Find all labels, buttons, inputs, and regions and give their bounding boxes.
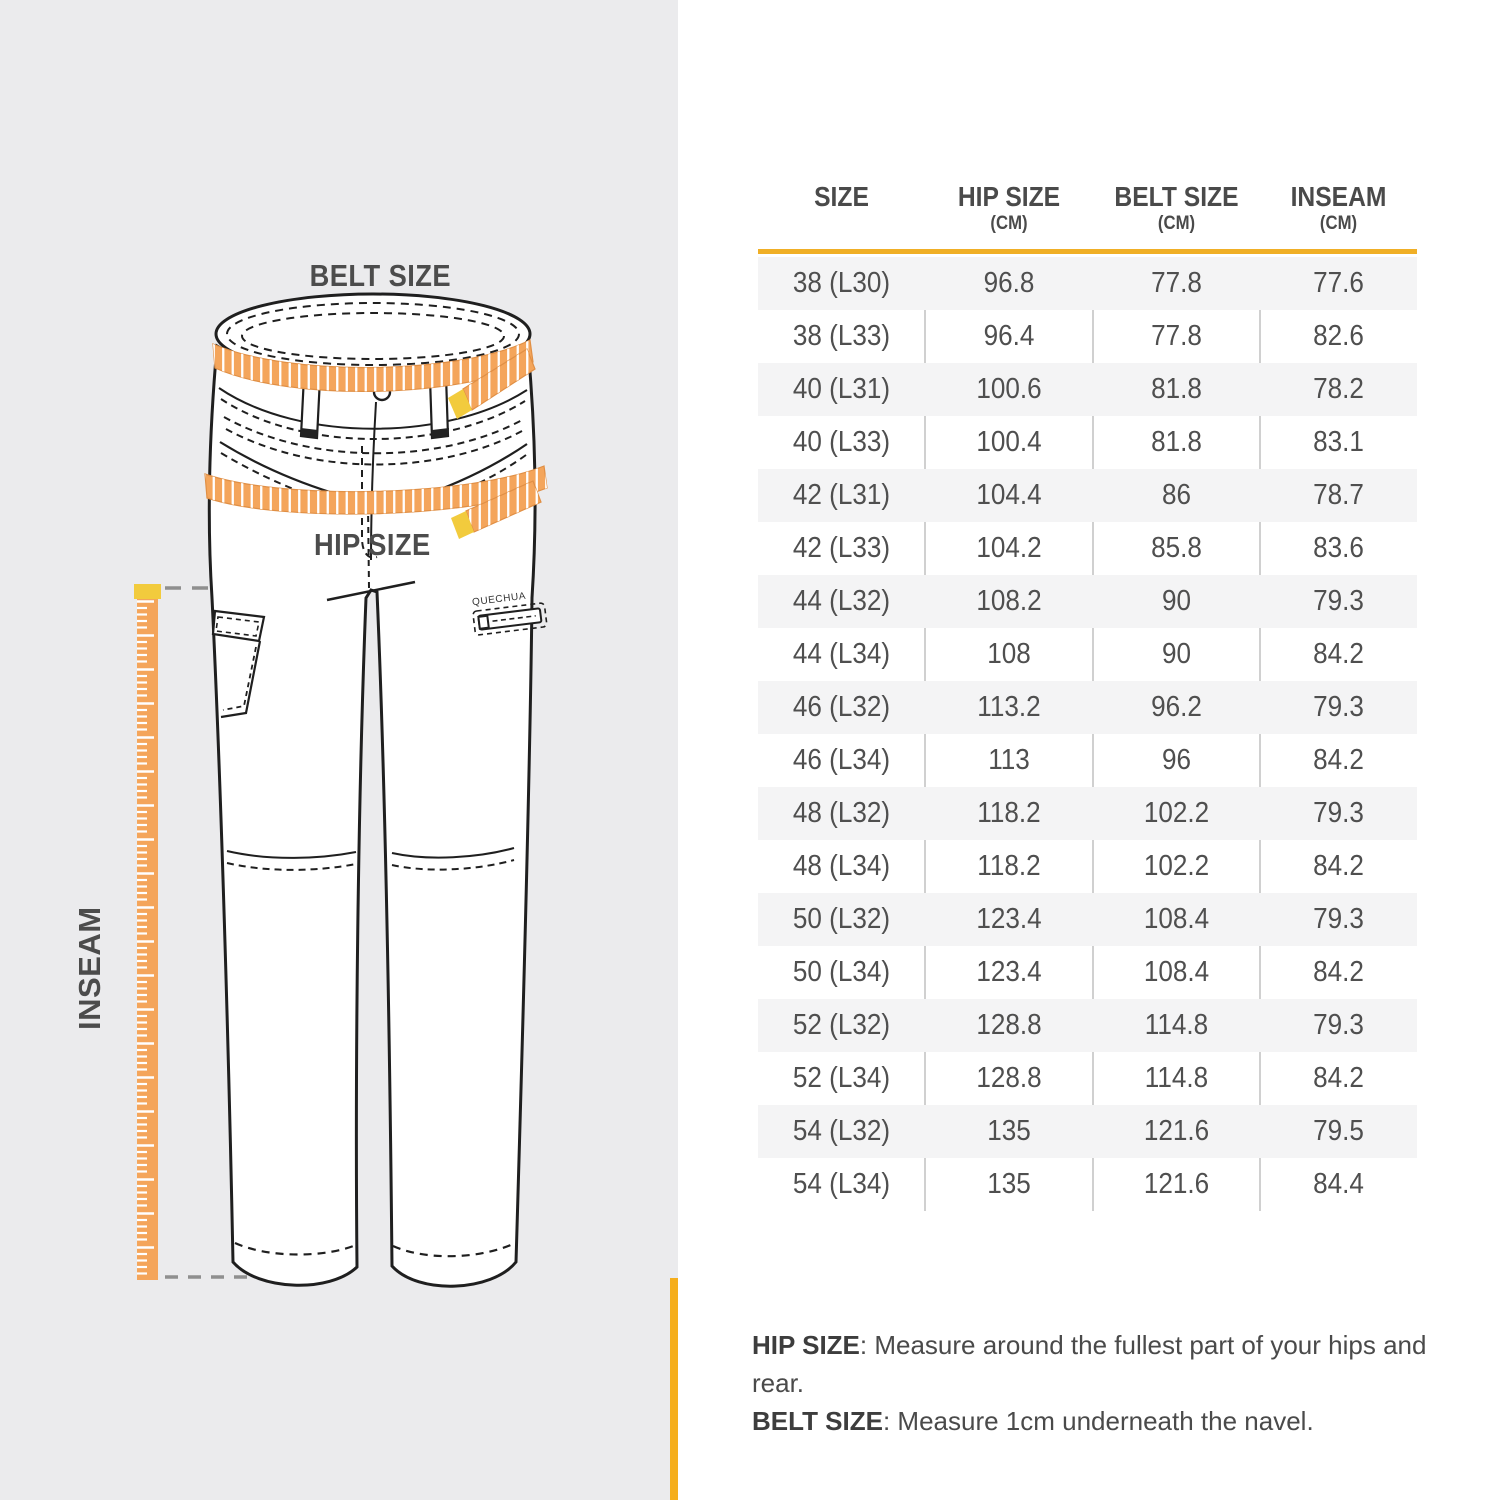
table-cell: 102.2 xyxy=(1143,797,1210,829)
table-cell: 84.2 xyxy=(1313,1062,1364,1094)
table-cell: 42 (L31) xyxy=(792,479,891,511)
table-row xyxy=(758,522,1417,575)
table-cell: 121.6 xyxy=(1143,1168,1210,1200)
table-cell: 113 xyxy=(988,744,1030,776)
table-cell: 118.2 xyxy=(977,850,1041,882)
table-cell: 114.8 xyxy=(1144,1009,1209,1041)
table-cell: 128.8 xyxy=(976,1009,1042,1041)
table-cell: 104.4 xyxy=(976,479,1042,511)
table-cell: 100.6 xyxy=(976,373,1042,405)
table-cell: 135 xyxy=(987,1168,1031,1200)
table-row xyxy=(758,310,1417,363)
table-cell: 83.6 xyxy=(1313,532,1364,564)
table-header-row xyxy=(758,170,1417,236)
table-cell: 38 (L33) xyxy=(792,320,891,352)
table-cell: 77.8 xyxy=(1151,320,1202,352)
table-row xyxy=(758,1158,1417,1211)
belt-size-note-label: BELT SIZE xyxy=(752,1406,883,1436)
table-cell: 114.8 xyxy=(1144,1062,1209,1094)
table-cell: 81.8 xyxy=(1151,426,1202,458)
table-cell: 77.8 xyxy=(1151,267,1202,299)
column-header: HIP SIZE (CM) xyxy=(957,181,1061,234)
table-cell: 82.6 xyxy=(1313,320,1364,352)
table-row xyxy=(758,787,1417,840)
table-row xyxy=(758,946,1417,999)
table-row xyxy=(758,681,1417,734)
table-cell: 108 xyxy=(987,638,1031,670)
belt-size-note xyxy=(752,1402,1472,1440)
measurement-notes xyxy=(752,1326,1472,1440)
table-row xyxy=(758,469,1417,522)
table-cell: 79.3 xyxy=(1313,1009,1364,1041)
table-cell: 121.6 xyxy=(1143,1115,1210,1147)
table-cell: 52 (L34) xyxy=(792,1062,891,1094)
table-row xyxy=(758,363,1417,416)
table-cell: 79.3 xyxy=(1313,797,1364,829)
pants-technical-drawing xyxy=(0,0,678,1500)
table-cell: 90 xyxy=(1161,638,1192,670)
table-row xyxy=(758,734,1417,787)
brand-label: QUECHUA xyxy=(471,590,527,609)
table-cell: 113.2 xyxy=(977,691,1041,723)
hip-size-note-text: : Measure around the fullest part of your hips and rear. xyxy=(752,1330,1427,1398)
table-cell: 135 xyxy=(987,1115,1031,1147)
table-cell: 54 (L34) xyxy=(792,1168,891,1200)
header-rule xyxy=(758,249,1417,254)
belt-size-label: BELT SIZE xyxy=(309,258,451,293)
table-cell: 96 xyxy=(1161,744,1192,776)
pants-outline xyxy=(209,294,547,1286)
table-cell: 42 (L33) xyxy=(792,532,891,564)
table-cell: 108.4 xyxy=(1143,903,1210,935)
table-body xyxy=(758,257,1417,1211)
table-row xyxy=(758,575,1417,628)
inseam-ruler xyxy=(134,584,161,1280)
table-cell: 84.4 xyxy=(1313,1168,1364,1200)
table-cell: 84.2 xyxy=(1313,956,1364,988)
hip-size-note-label: HIP SIZE xyxy=(752,1330,860,1360)
table-cell: 85.8 xyxy=(1151,532,1202,564)
belt-size-note-text: : Measure 1cm underneath the navel. xyxy=(882,1406,1314,1436)
table-row xyxy=(758,840,1417,893)
table-cell: 90 xyxy=(1161,585,1192,617)
table-cell: 96.4 xyxy=(983,320,1035,352)
hip-size-note xyxy=(752,1326,1472,1402)
table-cell: 78.7 xyxy=(1313,479,1364,511)
table-cell: 48 (L32) xyxy=(792,797,891,829)
column-header: BELT SIZE (CM) xyxy=(1114,181,1239,234)
table-cell: 84.2 xyxy=(1313,638,1364,670)
table-cell: 50 (L32) xyxy=(792,903,891,935)
table-cell: 123.4 xyxy=(976,956,1042,988)
table-row xyxy=(758,999,1417,1052)
table-cell: 84.2 xyxy=(1313,850,1364,882)
table-cell: 77.6 xyxy=(1313,267,1364,299)
table-cell: 100.4 xyxy=(976,426,1042,458)
table-row xyxy=(758,257,1417,310)
table-cell: 128.8 xyxy=(976,1062,1042,1094)
table-cell: 108.2 xyxy=(976,585,1042,617)
table-cell: 102.2 xyxy=(1143,850,1210,882)
table-cell: 79.5 xyxy=(1313,1115,1364,1147)
table-cell: 96.8 xyxy=(983,267,1035,299)
table-cell: 86 xyxy=(1161,479,1192,511)
table-row xyxy=(758,1052,1417,1105)
table-cell: 78.2 xyxy=(1313,373,1364,405)
table-cell: 81.8 xyxy=(1151,373,1202,405)
table-cell: 38 (L30) xyxy=(792,267,891,299)
table-cell: 44 (L34) xyxy=(792,638,891,670)
inseam-label: INSEAM xyxy=(72,906,107,1030)
table-row xyxy=(758,1105,1417,1158)
table-cell: 96.2 xyxy=(1151,691,1202,723)
table-cell: 50 (L34) xyxy=(792,956,891,988)
table-cell: 118.2 xyxy=(977,797,1041,829)
table-cell: 52 (L32) xyxy=(792,1009,891,1041)
accent-bar xyxy=(670,1278,678,1500)
size-table xyxy=(758,170,1417,1211)
table-row xyxy=(758,628,1417,681)
table-cell: 104.2 xyxy=(976,532,1042,564)
table-cell: 79.3 xyxy=(1313,691,1364,723)
table-cell: 40 (L33) xyxy=(792,426,891,458)
table-row xyxy=(758,416,1417,469)
table-cell: 84.2 xyxy=(1313,744,1364,776)
table-cell: 46 (L32) xyxy=(792,691,891,723)
table-cell: 79.3 xyxy=(1313,585,1364,617)
table-cell: 79.3 xyxy=(1313,903,1364,935)
table-cell: 54 (L32) xyxy=(792,1115,891,1147)
table-cell: 48 (L34) xyxy=(792,850,891,882)
table-row xyxy=(758,893,1417,946)
table-cell: 123.4 xyxy=(976,903,1042,935)
measurement-diagram-panel xyxy=(0,0,678,1500)
column-header: SIZE xyxy=(814,181,869,212)
table-cell: 40 (L31) xyxy=(792,373,891,405)
table-cell: 108.4 xyxy=(1143,956,1210,988)
table-cell: 46 (L34) xyxy=(792,744,891,776)
table-cell: 83.1 xyxy=(1313,426,1364,458)
hip-size-label: HIP SIZE xyxy=(313,527,431,562)
column-header: INSEAM (CM) xyxy=(1290,181,1387,234)
table-cell: 44 (L32) xyxy=(792,585,891,617)
